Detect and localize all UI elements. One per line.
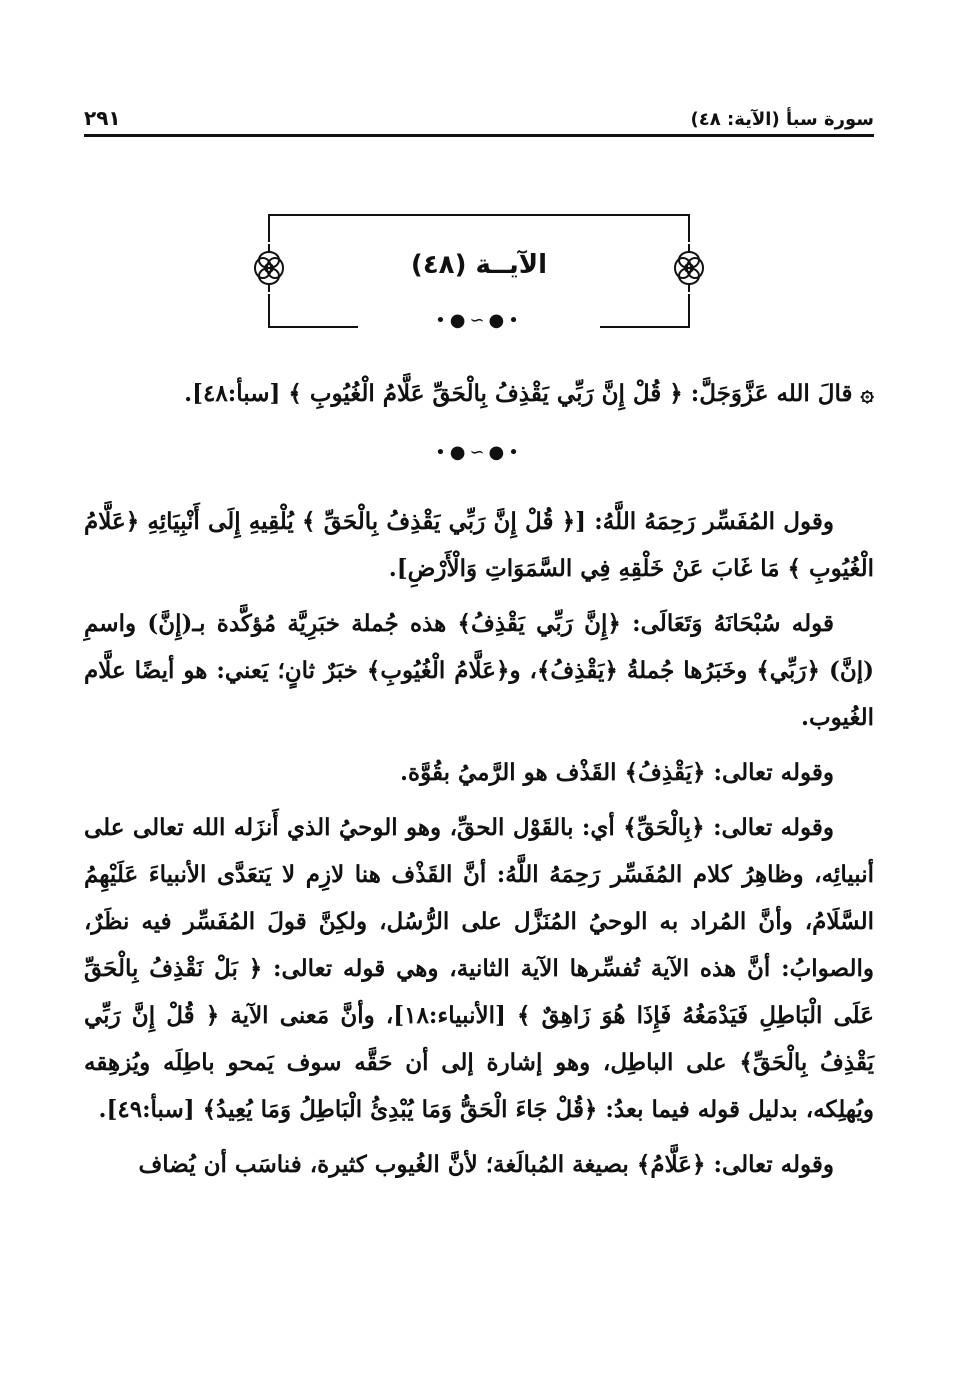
surah-header-title: سورة سبأ (الآية: ٤٨) bbox=[690, 109, 874, 130]
paragraph: وقول المُفَسِّر رَحِمَهُ اللَّهُ: [﴿ قُلْ إِنَّ رَبِّي يَقْذِفُ بِالْحَقِّ ﴾ يُلْقِيهِ إِلَى أَنْبِيَائِهِ ﴿عَلَّامُ الْغُيُوبِ ﴾ مَا غَابَ عَنْ خَلْقِهِ فِي السَّمَوَاتِ وَالْأَرْضِ]. bbox=[84, 508, 874, 582]
knot-ornament-icon bbox=[251, 242, 287, 294]
frame-ornament: •●∽●• bbox=[435, 310, 523, 331]
header-rule bbox=[84, 134, 874, 137]
ayah-heading: الآيــة (٤٨) bbox=[410, 250, 548, 280]
running-header bbox=[84, 92, 874, 136]
paragraph: وقوله تعالى: ﴿عَلَّامُ﴾ بصيغة المُبالَغة؛ لأنَّ الغُيوب كثيرة، فناسَب أن يُضاف bbox=[138, 1151, 834, 1178]
knot-ornament-icon bbox=[671, 242, 707, 294]
section-divider-ornament: •●∽●• bbox=[435, 442, 523, 463]
page-number: ٢٩١ bbox=[84, 106, 121, 130]
paragraph: قوله سُبْحَانَهُ وَتَعَالَى: ﴿إِنَّ رَبِّي يَقْذِفُ﴾ هذه جُملة خبَرِيَّة مُؤكَّدة بـ(إِنَّ) واسمِ (إنَّ) ﴿رَبِّي﴾ وخَبَرُها جُملةُ ﴿يَقْذِفُ﴾، و﴿عَلَّامُ الْغُيُوبِ﴾ خبَرٌ ثانٍ؛ يَعني: هو أيضًا علَّام الغُيوب. bbox=[84, 610, 874, 731]
verse-text: ۞ قالَ الله عَزَّوَجَلَّ: ﴿ قُلْ إِنَّ رَبِّي يَقْذِفُ بِالْحَقِّ عَلَّامُ الْغُيُوبِ ﴾ [سبأ:٤٨]. bbox=[184, 380, 874, 407]
paragraph: وقوله تعالى: ﴿يَقْذِفُ﴾ القَذْف هو الرَّميُ بقُوَّة. bbox=[400, 759, 834, 786]
frame-top-line bbox=[268, 214, 690, 216]
paragraph: وقوله تعالى: ﴿بِالْحَقِّ﴾ أي: بالقَوْل الحقِّ، وهو الوحيُ الذي أَنزَله الله تعالى على أنبيائِه، وظاهِرُ كلام المُفَسِّر رَحِمَهُ اللَّهُ: أنَّ القَذْف هنا لازِم لا يَتعَدَّى الأنبياءَ عَلَيْهِمُ السَّلَامُ، وأنَّ المُراد به الوحيُ المُنَزَّل على الرُّسُل، ولكِنَّ قولَ المُفَسِّر فيه نظَرٌ، والصوابُ: أنَّ هذه الآية تُفسِّرها الآية الثانية، وهي قوله تعالى: ﴿ بَلْ نَقْذِفُ بِالْحَقِّ عَلَى الْبَاطِلِ فَيَدْمَغُهُ فَإِذَا هُوَ زَاهِقٌ ﴾ [الأنبياء:١٨]، وأنَّ مَعنى الآية ﴿ قُلْ إِنَّ رَبِّي يَقْذِفُ بِالْحَقِّ﴾ على الباطِل، وهو إشارة إلى أن حَقَّه سوف يَمحو باطِلَه ويُزهِقه ويُهلِكه، بدليل قوله فيما بعدُ: ﴿قُلْ جَاءَ الْحَقُّ وَمَا يُبْدِئُ الْبَاطِلُ وَمَا يُعِيدُ﴾ [سبأ:٤٩]. bbox=[84, 814, 874, 1123]
commentary-body bbox=[84, 498, 874, 1196]
